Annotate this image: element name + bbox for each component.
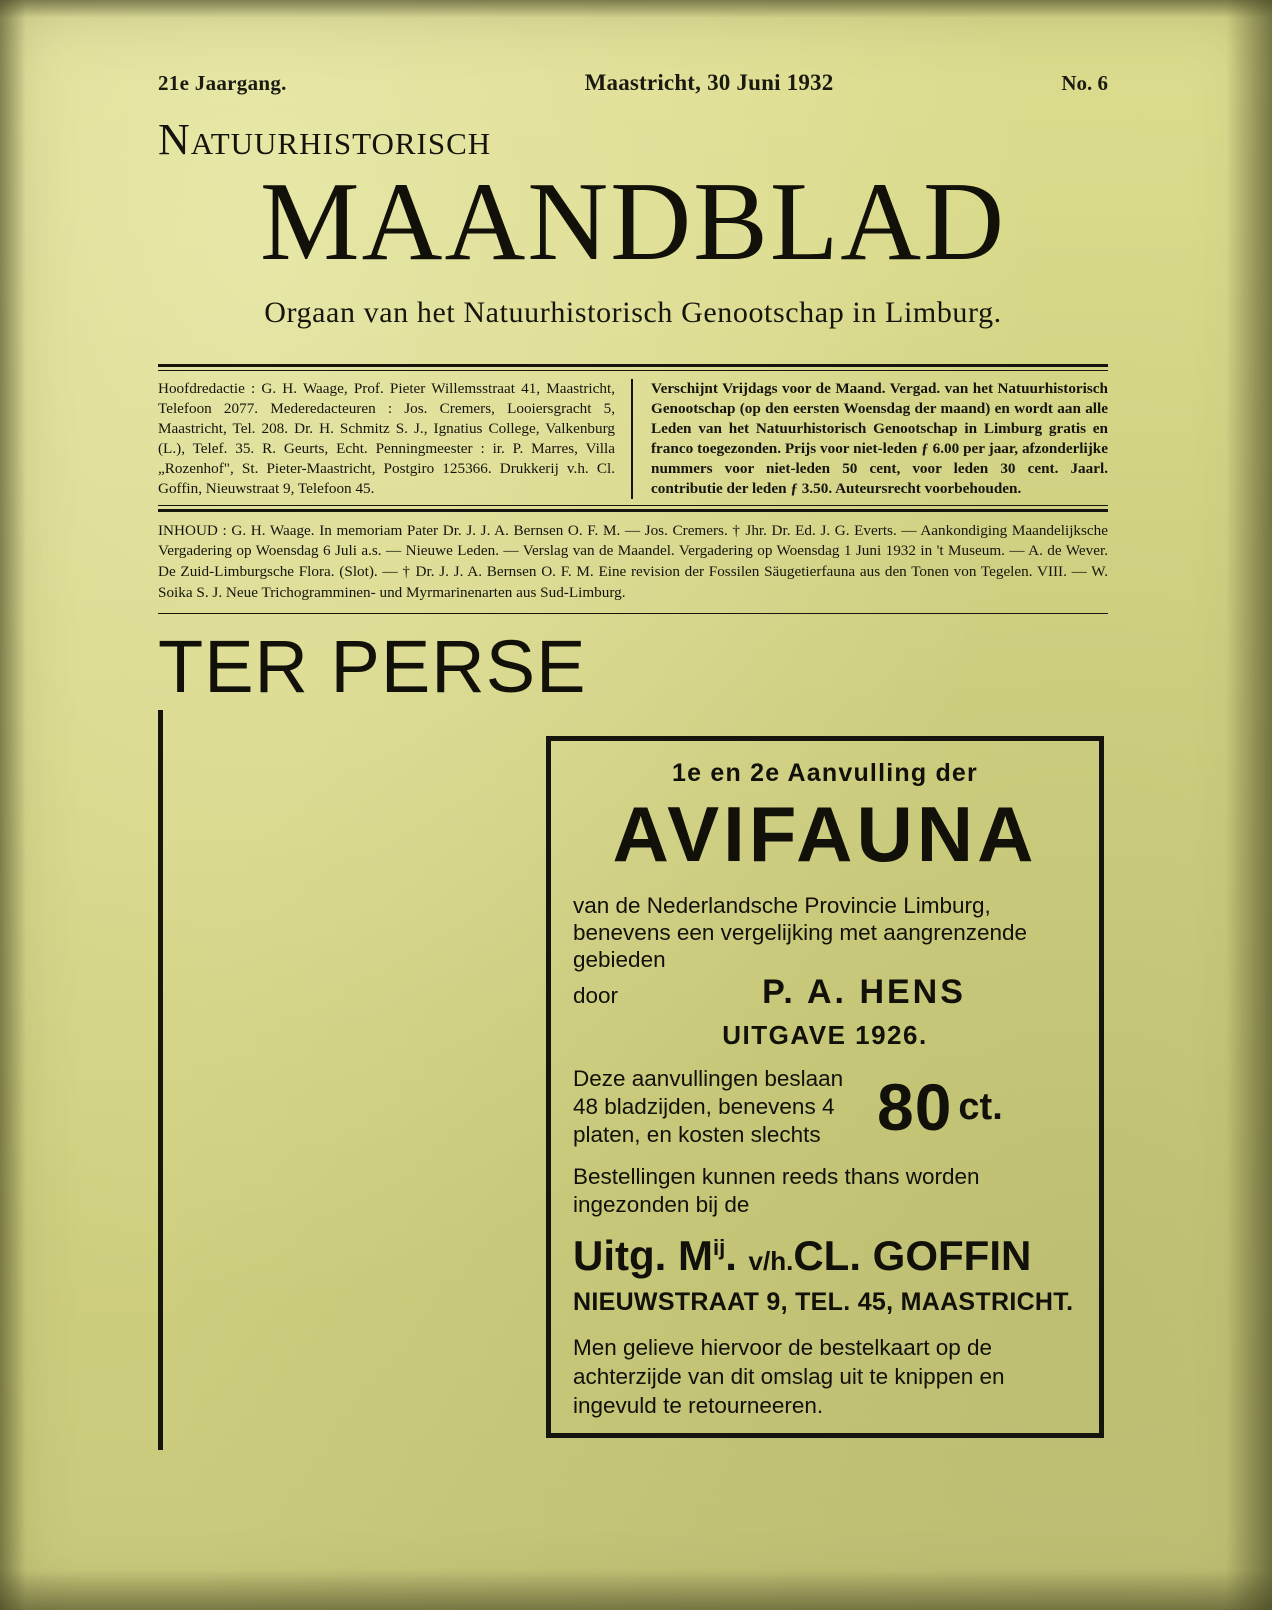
contents-block [158,512,1108,613]
page-edge-bottom [0,1570,1272,1610]
ad-description: van de Nederlandsche Provincie Limburg, benevens een vergelijking met aangrenzende gebieden [573,892,1028,972]
ad-address: NIEUWSTRAAT 9, TEL. 45, MAASTRICHT. [573,1287,1074,1316]
ad-title: AVIFAUNA [612,790,1038,879]
ad-price-row [573,1065,1077,1149]
ad-edition: UITGAVE 1926. [722,1019,928,1050]
ad-publisher [573,1232,1077,1280]
ad-price-unit: ct. [958,1085,1003,1128]
divider-middle [158,505,1108,512]
colophon-right-column [633,379,1108,499]
page-edge-left [0,0,26,1610]
contents-label: INHOUD : [158,521,227,539]
ad-price-description: Deze aanvullingen beslaan 48 bladzijden, benevens 4 platen, en kosten slechts [573,1065,844,1148]
advertisement-vertical-rule [158,710,163,1450]
ad-publisher-fraction: v/h. [748,1245,794,1276]
advertisement-wrapper [158,710,1108,1450]
colophon-block [158,371,1108,505]
ad-publisher-superscript: ij [712,1234,726,1260]
title-line-1: Natuurhistorisch [158,115,492,164]
editorial-staff-text: Hoofdredactie : G. H. Waage, Prof. Pieter Willemsstraat 41, Maastricht, Telefoon 2077. Mederedacteuren : Jos. Cremers, Looiersgracht 5, Maastricht, Tel. 208. Dr. H. Schmitz S. J., Ignatius College, Valkenburg (L.), Telef. 35. R. Geurts, Echt. Penningmeester : ir. P. Marres, Villa „Rozenhof", St. Pieter-Maastricht, Postgiro 125366. Drukkerij v.h. Cl. Goffin, Nieuwstraat 9, Telefoon 45. [158,379,615,497]
ad-supplement-line: 1e en 2e Aanvulling der [672,759,978,788]
masthead-subtitle: Orgaan van het Natuurhistorisch Genootschap in Limburg. [264,295,1002,329]
ad-order-text: Bestellingen kunnen reeds thans worden ingezonden bij de [573,1164,980,1218]
ad-by-label: door [573,982,619,1008]
ad-publisher-name: CL. GOFFIN [793,1231,1032,1279]
title-line-2: MAANDBLAD [260,160,1006,284]
ad-author-row [573,973,1077,1012]
divider-bottom [158,613,1108,614]
ter-perse-heading: TER PERSE [158,625,587,709]
advertisement-box [546,736,1104,1438]
ad-price-value: 80 [877,1070,953,1145]
place-date-label: Maastricht, 30 Juni 1932 [584,70,834,95]
issue-number-label: No. 6 [1061,71,1108,95]
page-edge-top [0,0,1272,18]
contents-text: G. H. Waage. In memoriam Pater Dr. J. J. A. Bernsen O. F. M. — Jos. Cremers. † Jhr. Dr. Ed. J. G. Everts. — Aankondiging Maandelijksche Vergadering op Woensdag 6 Juli a.s. — Nieuwe Leden. — Verslag van de Maandel. Vergadering op Woensdag 1 Juni 1932 in 't Museum. — A. de Wever. De Zuid-Limburgsche Flora. (Slot). — † Dr. J. J. A. Bernsen O. F. M. Eine revision der Fossilen Säugetierfauna aus den Tonen von Tegelen. VIII. — W. Soika S. J. Neue Trichogramminen- und Myrmarinenarten aus Sud-Limburg. [158,521,1109,601]
ad-publisher-prefix: Uitg. M [573,1231,713,1279]
subscription-info-text: Verschijnt Vrijdags voor de Maand. Vergad. van het Natuurhistorisch Genootschap (op den eersten Woensdag der maand) en wordt aan alle Leden van het Natuurhistorisch Genootschap in Limburg gratis en franco toegezonden. Prijs voor niet-leden ƒ 6.00 per jaar, afzonderlijke nummers voor niet-leden 50 cent, voor leden 30 cent. Jaarl. contributie der leden ƒ 3.50. Auteursrecht voorbehouden. [651,379,1108,497]
divider-top [158,364,1108,371]
colophon-left-column [158,379,633,499]
page-content [158,70,1108,1450]
issue-header [158,70,1108,96]
ad-author-name: P. A. HENS [762,972,966,1011]
page-edge-right [1226,0,1272,1610]
ad-note: Men gelieve hiervoor de bestelkaart op de achterzijde van dit omslag uit te knippen en ingevuld te retourneeren. [573,1334,1005,1419]
volume-label: 21e Jaargang. [158,71,287,95]
ad-publisher-dot: . [725,1231,737,1279]
